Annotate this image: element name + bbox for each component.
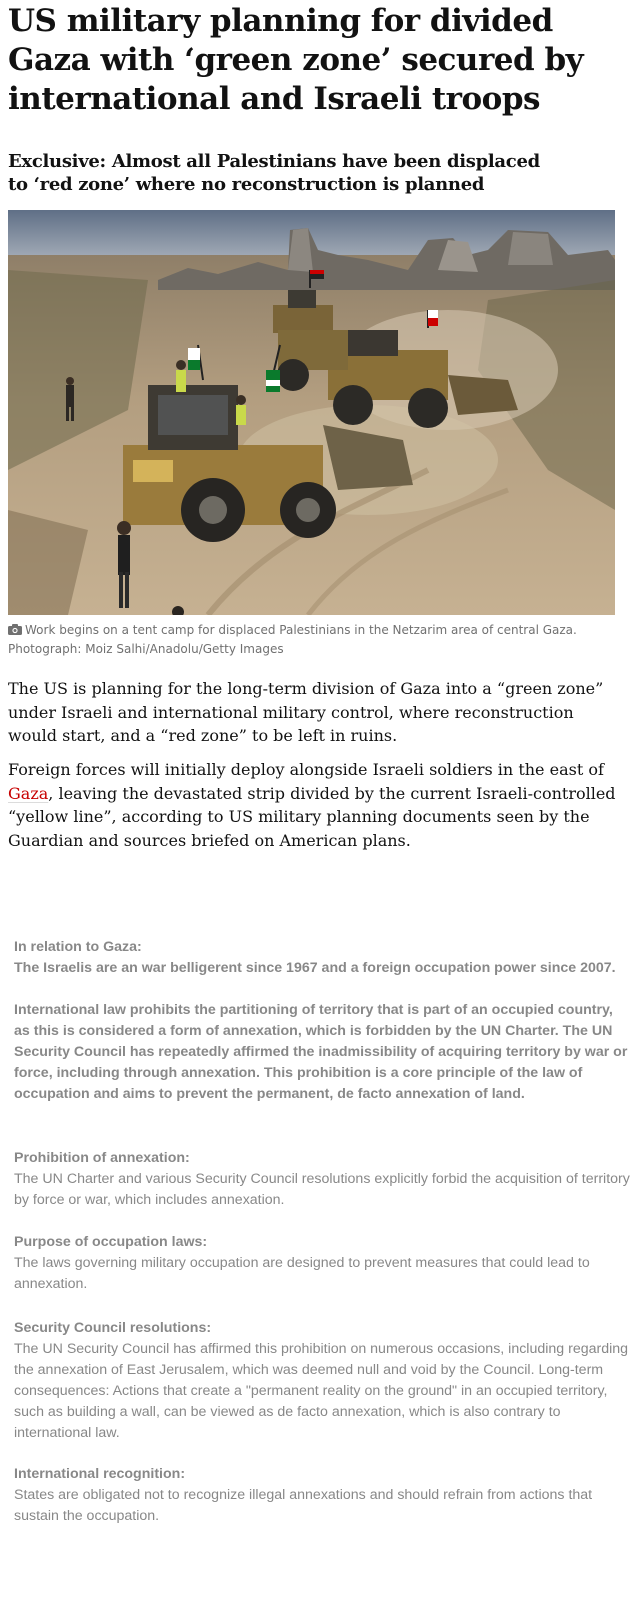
photo-caption-text: Work begins on a tent camp for displaced Palestinians in the Netzarim area of central Gaza. Photograph: Moiz Salhi/Anadolu/Getty Images xyxy=(8,623,577,656)
note-intro-line: The Israelis are an war belligerent since 1967 and a foreign occupation power since 2007. xyxy=(14,960,616,976)
camera-icon xyxy=(8,622,22,640)
note-law-paragraph xyxy=(14,1000,630,1105)
note-intro xyxy=(14,937,630,979)
paragraph-2-end: , leaving the devastated strip divided by the current Israeli-controlled “yellow line”, according to US military planning documents seen by the Guardian and sources briefed on American plans. xyxy=(8,783,616,850)
note-section-text: The UN Charter and various Security Council resolutions explicitly forbid the acquisition of territory by force or war, which includes annexation. xyxy=(14,1171,630,1208)
article-standfirst: Exclusive: Almost all Palestinians have been displaced to ‘red zone’ where no reconstruction is planned xyxy=(8,151,540,195)
photo-scene xyxy=(8,210,615,615)
note-section-occupation-laws xyxy=(14,1232,630,1295)
note-section-heading: Purpose of occupation laws: xyxy=(14,1234,208,1250)
note-law-paragraph-text: International law prohibits the partitioning of territory that is part of an occupied country, as this is considered a form of annexation, which is forbidden by the UN Charter. The UN Security Council has repeatedly affirmed the inadmissibility of acquiring territory by war or force, including through annexation. This prohibition is a core principle of the law of occupation and aims to prevent the permanent, de facto annexation of land. xyxy=(14,1002,628,1102)
note-section-text: The UN Security Council has affirmed this prohibition on numerous occasions, including regarding the annexation of East Jerusalem, which was deemed null and void by the Council. Long-term consequences: Actions that create a "permanent reality on the ground" in an occupied territory, such as building a wall, can be viewed as de facto annexation, which is also contrary to international law. xyxy=(14,1341,629,1441)
article-photo[interactable] xyxy=(8,210,615,615)
article-headline: US military planning for divided Gaza with ‘green zone’ secured by international and Israeli troops xyxy=(8,3,584,117)
gaza-link[interactable]: Gaza xyxy=(8,783,49,803)
note-section-annexation xyxy=(14,1148,630,1211)
note-section-heading: Security Council resolutions: xyxy=(14,1320,212,1336)
note-section-heading: International recognition: xyxy=(14,1466,186,1482)
note-section-recognition xyxy=(14,1464,630,1527)
article-paragraph-2 xyxy=(8,758,618,852)
note-section-security-council xyxy=(14,1318,630,1444)
photo-caption xyxy=(8,621,618,658)
note-section-text: The laws governing military occupation are designed to prevent measures that could lead to annexation. xyxy=(14,1255,590,1292)
note-intro-heading: In relation to Gaza: xyxy=(14,939,142,955)
paragraph-2-start: Foreign forces will initially deploy alongside Israeli soldiers in the east of xyxy=(8,760,604,779)
article-paragraph-1: The US is planning for the long-term division of Gaza into a “green zone” under Israeli and international military control, where reconstruction would start, and a “red zone” to be left in ruins. xyxy=(8,679,604,745)
note-section-text: States are obligated not to recognize illegal annexations and should refrain from actions that sustain the occupation. xyxy=(14,1487,593,1524)
note-section-heading: Prohibition of annexation: xyxy=(14,1150,190,1166)
